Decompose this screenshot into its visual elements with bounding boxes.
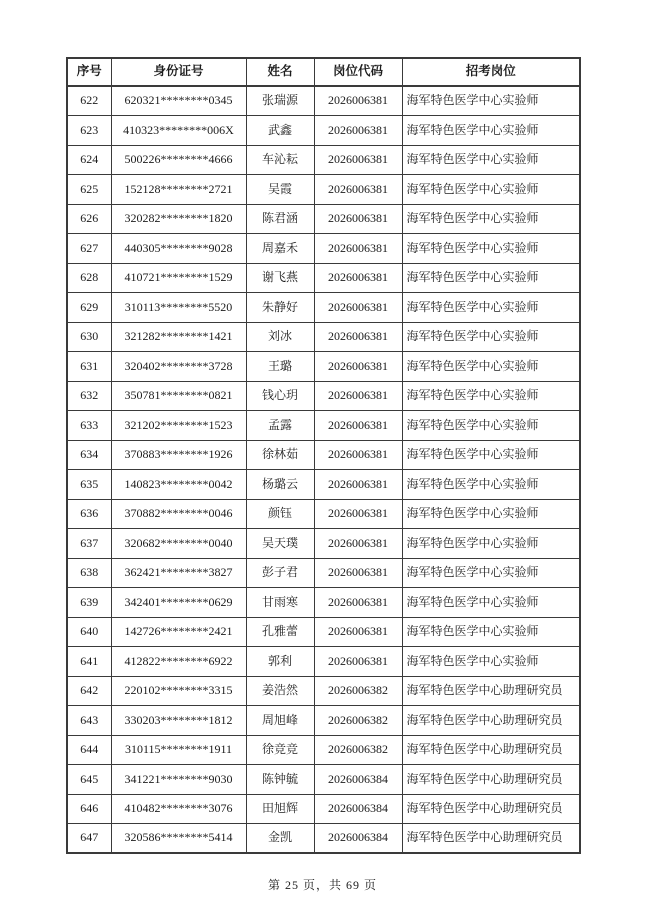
cell-serial: 629 xyxy=(67,293,111,323)
table-row xyxy=(67,588,580,618)
table-row xyxy=(67,735,580,765)
cell-position-code: 2026006381 xyxy=(314,116,402,146)
cell-id-number: 310115********1911 xyxy=(111,735,246,765)
table-row xyxy=(67,824,580,854)
cell-name: 姜浩然 xyxy=(246,676,314,706)
table-row xyxy=(67,499,580,529)
cell-id-number: 142726********2421 xyxy=(111,617,246,647)
cell-serial: 637 xyxy=(67,529,111,559)
cell-position-title: 海军特色医学中心助理研究员 xyxy=(402,765,580,795)
cell-id-number: 320586********5414 xyxy=(111,824,246,854)
cell-position-title: 海军特色医学中心助理研究员 xyxy=(402,824,580,854)
cell-id-number: 342401********0629 xyxy=(111,588,246,618)
cell-position-title: 海军特色医学中心助理研究员 xyxy=(402,735,580,765)
cell-serial: 628 xyxy=(67,263,111,293)
cell-position-code: 2026006381 xyxy=(314,647,402,677)
cell-id-number: 320402********3728 xyxy=(111,352,246,382)
cell-position-title: 海军特色医学中心实验师 xyxy=(402,558,580,588)
cell-name: 杨璐云 xyxy=(246,470,314,500)
cell-position-title: 海军特色医学中心实验师 xyxy=(402,470,580,500)
cell-position-code: 2026006381 xyxy=(314,352,402,382)
cell-serial: 638 xyxy=(67,558,111,588)
cell-id-number: 330203********1812 xyxy=(111,706,246,736)
cell-position-code: 2026006381 xyxy=(314,440,402,470)
cell-id-number: 220102********3315 xyxy=(111,676,246,706)
cell-position-title: 海军特色医学中心实验师 xyxy=(402,352,580,382)
cell-position-code: 2026006381 xyxy=(314,470,402,500)
cell-position-title: 海军特色医学中心实验师 xyxy=(402,263,580,293)
cell-position-title: 海军特色医学中心实验师 xyxy=(402,647,580,677)
cell-serial: 642 xyxy=(67,676,111,706)
table-row xyxy=(67,86,580,116)
cell-id-number: 362421********3827 xyxy=(111,558,246,588)
table-row xyxy=(67,116,580,146)
cell-serial: 636 xyxy=(67,499,111,529)
cell-position-code: 2026006382 xyxy=(314,735,402,765)
cell-name: 车沁耘 xyxy=(246,145,314,175)
cell-id-number: 410721********1529 xyxy=(111,263,246,293)
cell-position-code: 2026006384 xyxy=(314,794,402,824)
cell-serial: 647 xyxy=(67,824,111,854)
cell-id-number: 320682********0040 xyxy=(111,529,246,559)
cell-position-code: 2026006384 xyxy=(314,824,402,854)
cell-id-number: 152128********2721 xyxy=(111,175,246,205)
cell-name: 孟露 xyxy=(246,411,314,441)
cell-position-title: 海军特色医学中心助理研究员 xyxy=(402,706,580,736)
cell-serial: 634 xyxy=(67,440,111,470)
table-row xyxy=(67,706,580,736)
cell-id-number: 320282********1820 xyxy=(111,204,246,234)
cell-serial: 632 xyxy=(67,381,111,411)
cell-id-number: 500226********4666 xyxy=(111,145,246,175)
cell-position-title: 海军特色医学中心实验师 xyxy=(402,86,580,116)
table-row xyxy=(67,411,580,441)
cell-position-title: 海军特色医学中心实验师 xyxy=(402,116,580,146)
cell-name: 谢飞燕 xyxy=(246,263,314,293)
cell-name: 吴天璞 xyxy=(246,529,314,559)
table-row xyxy=(67,765,580,795)
cell-id-number: 620321********0345 xyxy=(111,86,246,116)
cell-position-code: 2026006381 xyxy=(314,204,402,234)
cell-serial: 630 xyxy=(67,322,111,352)
cell-position-title: 海军特色医学中心实验师 xyxy=(402,204,580,234)
cell-position-code: 2026006381 xyxy=(314,529,402,559)
header-cell-1: 身份证号 xyxy=(111,58,246,86)
cell-serial: 631 xyxy=(67,352,111,382)
candidate-table xyxy=(66,57,581,854)
cell-id-number: 370883********1926 xyxy=(111,440,246,470)
cell-id-number: 412822********6922 xyxy=(111,647,246,677)
cell-name: 郭利 xyxy=(246,647,314,677)
cell-position-title: 海军特色医学中心实验师 xyxy=(402,234,580,264)
cell-serial: 646 xyxy=(67,794,111,824)
table-row xyxy=(67,204,580,234)
cell-name: 王璐 xyxy=(246,352,314,382)
cell-position-code: 2026006382 xyxy=(314,706,402,736)
table-row xyxy=(67,381,580,411)
cell-position-title: 海军特色医学中心实验师 xyxy=(402,322,580,352)
cell-id-number: 350781********0821 xyxy=(111,381,246,411)
cell-position-title: 海军特色医学中心实验师 xyxy=(402,381,580,411)
table-header-row xyxy=(67,58,580,86)
cell-position-code: 2026006381 xyxy=(314,293,402,323)
cell-serial: 641 xyxy=(67,647,111,677)
cell-position-code: 2026006382 xyxy=(314,676,402,706)
cell-serial: 644 xyxy=(67,735,111,765)
cell-id-number: 440305********9028 xyxy=(111,234,246,264)
cell-name: 钱心玥 xyxy=(246,381,314,411)
cell-serial: 639 xyxy=(67,588,111,618)
cell-name: 甘雨寒 xyxy=(246,588,314,618)
header-cell-0: 序号 xyxy=(67,58,111,86)
cell-position-code: 2026006381 xyxy=(314,175,402,205)
cell-position-code: 2026006384 xyxy=(314,765,402,795)
table-row xyxy=(67,470,580,500)
header-cell-4: 招考岗位 xyxy=(402,58,580,86)
cell-position-title: 海军特色医学中心实验师 xyxy=(402,440,580,470)
cell-position-code: 2026006381 xyxy=(314,588,402,618)
cell-position-title: 海军特色医学中心实验师 xyxy=(402,617,580,647)
table-row xyxy=(67,234,580,264)
header-cell-3: 岗位代码 xyxy=(314,58,402,86)
cell-position-code: 2026006381 xyxy=(314,86,402,116)
cell-position-code: 2026006381 xyxy=(314,322,402,352)
cell-serial: 645 xyxy=(67,765,111,795)
cell-position-title: 海军特色医学中心助理研究员 xyxy=(402,676,580,706)
cell-serial: 626 xyxy=(67,204,111,234)
candidate-table-container xyxy=(66,57,579,854)
cell-position-code: 2026006381 xyxy=(314,145,402,175)
table-row xyxy=(67,440,580,470)
cell-position-title: 海军特色医学中心实验师 xyxy=(402,411,580,441)
cell-position-title: 海军特色医学中心助理研究员 xyxy=(402,794,580,824)
cell-name: 徐竞竞 xyxy=(246,735,314,765)
cell-id-number: 410482********3076 xyxy=(111,794,246,824)
header-cell-2: 姓名 xyxy=(246,58,314,86)
page-number-footer: 第 25 页，共 69 页 xyxy=(267,878,377,892)
cell-position-title: 海军特色医学中心实验师 xyxy=(402,175,580,205)
cell-position-code: 2026006381 xyxy=(314,499,402,529)
table-row xyxy=(67,529,580,559)
cell-serial: 623 xyxy=(67,116,111,146)
cell-name: 金凯 xyxy=(246,824,314,854)
cell-serial: 624 xyxy=(67,145,111,175)
cell-serial: 633 xyxy=(67,411,111,441)
cell-serial: 625 xyxy=(67,175,111,205)
table-row xyxy=(67,145,580,175)
cell-serial: 635 xyxy=(67,470,111,500)
table-row xyxy=(67,175,580,205)
cell-position-title: 海军特色医学中心实验师 xyxy=(402,499,580,529)
cell-id-number: 341221********9030 xyxy=(111,765,246,795)
cell-position-title: 海军特色医学中心实验师 xyxy=(402,529,580,559)
cell-serial: 622 xyxy=(67,86,111,116)
cell-name: 田旭辉 xyxy=(246,794,314,824)
cell-position-code: 2026006381 xyxy=(314,617,402,647)
cell-position-code: 2026006381 xyxy=(314,411,402,441)
cell-position-code: 2026006381 xyxy=(314,263,402,293)
cell-name: 武鑫 xyxy=(246,116,314,146)
cell-id-number: 310113********5520 xyxy=(111,293,246,323)
cell-id-number: 140823********0042 xyxy=(111,470,246,500)
table-body xyxy=(67,86,580,853)
cell-name: 张瑞源 xyxy=(246,86,314,116)
cell-name: 周嘉禾 xyxy=(246,234,314,264)
cell-id-number: 321202********1523 xyxy=(111,411,246,441)
cell-name: 颜钰 xyxy=(246,499,314,529)
table-row xyxy=(67,617,580,647)
cell-name: 陈钟毓 xyxy=(246,765,314,795)
cell-name: 孔雅蕾 xyxy=(246,617,314,647)
table-row xyxy=(67,263,580,293)
cell-name: 刘冰 xyxy=(246,322,314,352)
cell-position-code: 2026006381 xyxy=(314,558,402,588)
cell-id-number: 321282********1421 xyxy=(111,322,246,352)
cell-position-title: 海军特色医学中心实验师 xyxy=(402,293,580,323)
table-row xyxy=(67,558,580,588)
table-row xyxy=(67,676,580,706)
cell-id-number: 370882********0046 xyxy=(111,499,246,529)
table-row xyxy=(67,794,580,824)
cell-id-number: 410323********006X xyxy=(111,116,246,146)
cell-name: 朱静好 xyxy=(246,293,314,323)
cell-name: 徐林茹 xyxy=(246,440,314,470)
table-row xyxy=(67,352,580,382)
table-row xyxy=(67,293,580,323)
cell-position-title: 海军特色医学中心实验师 xyxy=(402,588,580,618)
cell-position-code: 2026006381 xyxy=(314,381,402,411)
cell-position-code: 2026006381 xyxy=(314,234,402,264)
cell-name: 吴霞 xyxy=(246,175,314,205)
cell-serial: 640 xyxy=(67,617,111,647)
table-row xyxy=(67,322,580,352)
cell-serial: 627 xyxy=(67,234,111,264)
cell-name: 彭子君 xyxy=(246,558,314,588)
cell-name: 陈君涵 xyxy=(246,204,314,234)
cell-serial: 643 xyxy=(67,706,111,736)
cell-position-title: 海军特色医学中心实验师 xyxy=(402,145,580,175)
cell-name: 周旭峰 xyxy=(246,706,314,736)
table-row xyxy=(67,647,580,677)
